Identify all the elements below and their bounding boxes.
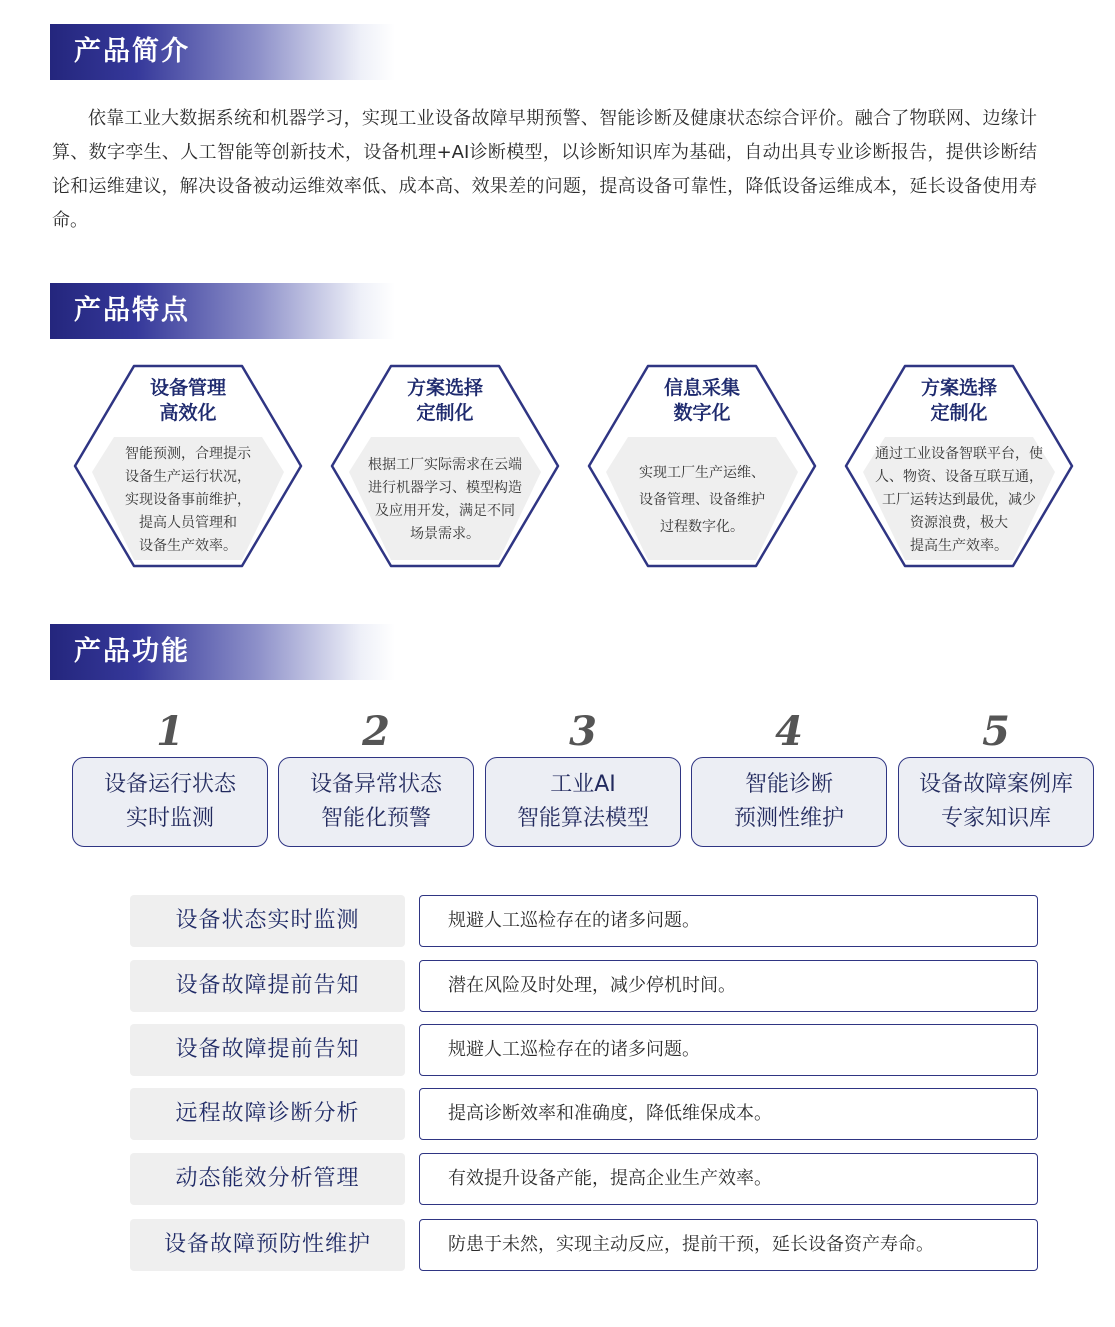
row-description: 有效提升设备产能，提高企业生产效率。 [419,1153,1038,1205]
row-label: 设备故障预防性维护 [130,1219,405,1271]
feature-description: 通过工业设备智联平台，使 人、物资、设备互联互通， 工厂运转达到最优，减少 资源浪费，极大 提高生产效率。 [875,445,1043,554]
function-box: 设备异常状态 智能化预警 [278,757,474,847]
row-description: 潜在风险及时处理，减少停机时间。 [419,960,1038,1012]
row-description: 规避人工巡检存在的诸多问题。 [419,895,1038,947]
feature-card-4 [843,364,1075,568]
feature-description: 实现工厂生产运维、 设备管理、设备维护 过程数字化。 [639,464,765,535]
function-number: 1 [156,708,184,755]
function-item-2 [278,708,474,847]
function-number: 4 [775,708,803,755]
row-description: 提高诊断效率和准确度，降低维保成本。 [419,1088,1038,1140]
table-row [130,895,1038,947]
feature-card-3 [586,364,818,568]
feature-description: 智能预测，合理提示 设备生产运行状况， 实现设备事前维护， 提高人员管理和 设备生产效率。 [125,445,251,554]
feature-description: 根据工厂实际需求在云端 进行机器学习、模型构造 及应用开发，满足不同 场景需求。 [368,457,522,542]
table-row [130,1088,1038,1140]
feature-title: 设备管理 高效化 [149,377,226,424]
table-row [130,1153,1038,1205]
row-label: 设备故障提前告知 [130,1024,405,1076]
function-box: 设备故障案例库 专家知识库 [898,757,1094,847]
function-number: 3 [569,708,597,755]
table-row [130,1024,1038,1076]
function-box: 设备运行状态 实时监测 [72,757,268,847]
feature-title: 信息采集 数字化 [663,377,740,424]
section-header-intro: 产品简介 [50,24,395,80]
feature-title: 方案选择 定制化 [920,377,997,424]
row-description: 防患于未然，实现主动反应，提前干预，延长设备资产寿命。 [419,1219,1038,1271]
row-label: 动态能效分析管理 [130,1153,405,1205]
function-number: 5 [982,708,1010,755]
section-header-functions: 产品功能 [50,624,395,680]
function-box: 工业AI 智能算法模型 [485,757,681,847]
function-item-4 [691,708,887,847]
function-box: 智能诊断 预测性维护 [691,757,887,847]
feature-title: 方案选择 定制化 [406,377,483,424]
feature-card-2 [329,364,561,568]
row-description: 规避人工巡检存在的诸多问题。 [419,1024,1038,1076]
table-row [130,1219,1038,1271]
function-item-3 [485,708,681,847]
row-label: 远程故障诊断分析 [130,1088,405,1140]
table-row [130,960,1038,1012]
row-label: 设备故障提前告知 [130,960,405,1012]
section-header-features: 产品特点 [50,283,395,339]
function-number: 2 [362,708,390,755]
function-item-1 [72,708,268,847]
feature-card-1 [72,364,304,568]
row-label: 设备状态实时监测 [130,895,405,947]
intro-paragraph: 依靠工业大数据系统和机器学习，实现工业设备故障早期预警、智能诊断及健康状态综合评价。融合了物联网、边缘计算、数字孪生、人工智能等创新技术，设备机理+AI诊断模型，以诊断知识库为基础，自动出具专业诊断报告，提供诊断结论和运维建议，解决设备被动运维效率低、成本高、效果差的问题，提高设备可靠性，降低设备运维成本，延长设备使用寿命。 [52,108,1037,231]
function-item-5 [898,708,1094,847]
